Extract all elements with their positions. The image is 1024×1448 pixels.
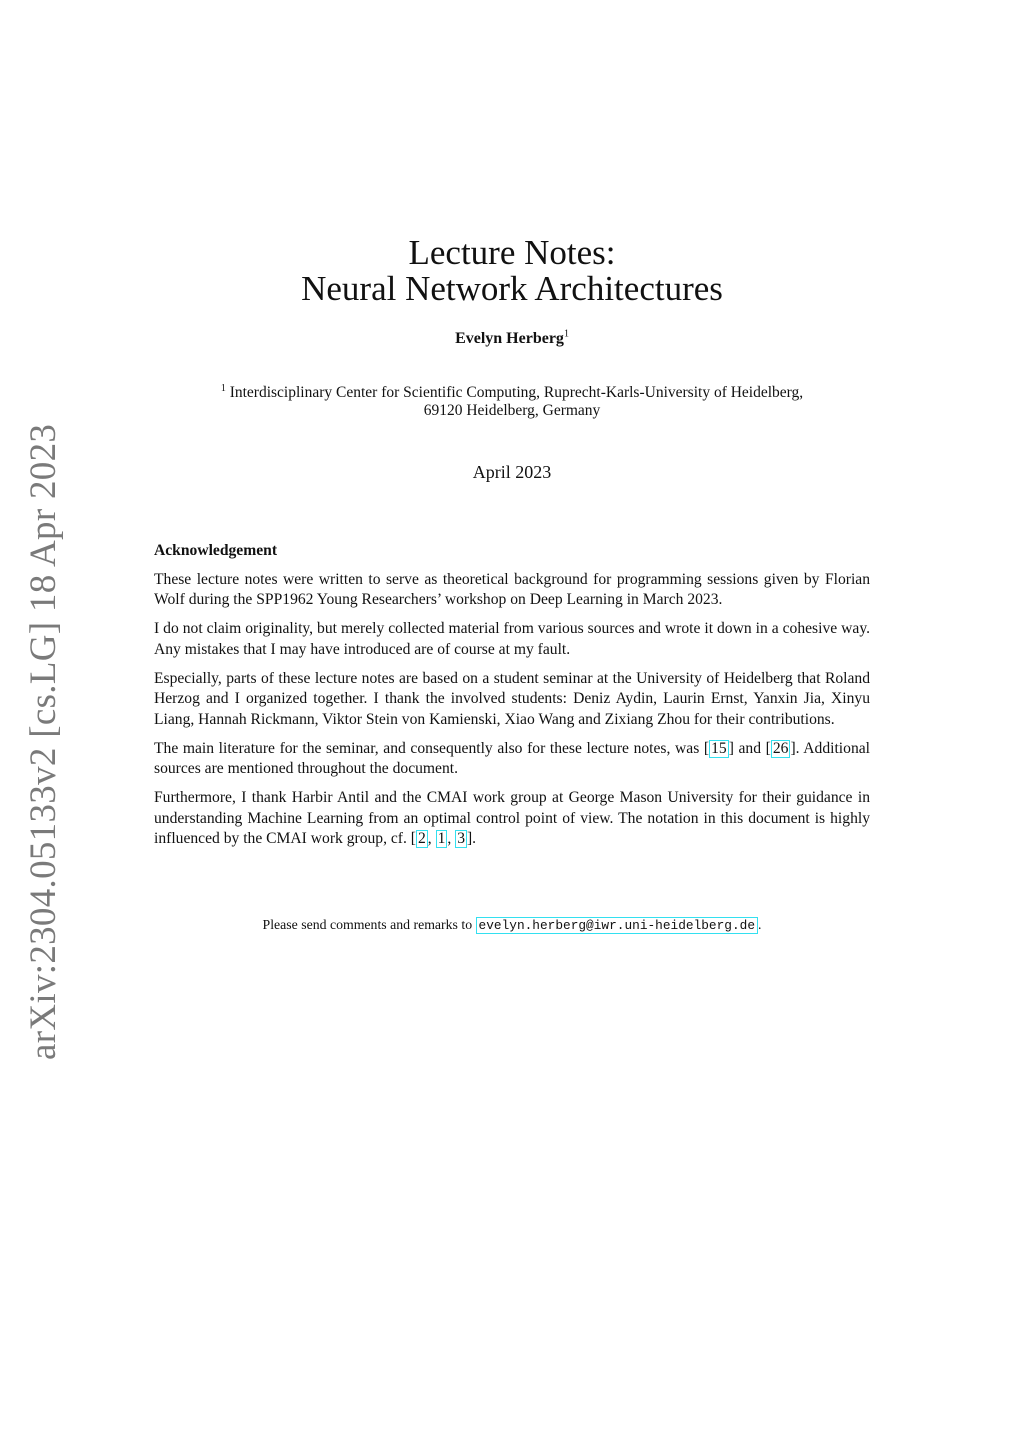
ack-paragraph-3: Especially, parts of these lecture notes are based on a student seminar at the University of Heidelberg that Roland Herzog and I organized together. I thank the involved students: Deniz Aydin, Laurin Ernst, Yanxin Jia, Xinyu Liang, Hannah Rickmann, Viktor Stein von Kamienski, Xiao Wang and Zixiang Zhou for their contributions. (154, 669, 870, 728)
ack-paragraph-1: These lecture notes were written to serve as theoretical background for programming sessions given by Florian Wolf during the SPP1962 Young Researchers’ workshop on Deep Learning in March 2023. (154, 570, 870, 608)
citation-link-26[interactable]: 26 (772, 739, 789, 757)
title-line-1: Lecture Notes: (408, 233, 616, 272)
ack-p5-sep-1: , (427, 830, 436, 847)
citation-link-15[interactable]: 15 (711, 739, 727, 757)
ack-p4-text-1: The main literature for the seminar, and consequently also for these lecture notes, was [ (154, 739, 710, 757)
affiliation-mark: 1 (220, 382, 226, 394)
contact-end: . (758, 917, 762, 932)
ack-p5-text-2: ]. (466, 830, 477, 847)
affiliation-line-2: 69120 Heidelberg, Germany (423, 402, 601, 419)
ack-p5-text-1: Furthermore, I thank Harbir Antil and the CMAI work group at George Mason University for their guidance in understanding Machine Learning from an optimal control point of view. The notation in this document is highly influenced by the CMAI work group, cf. [ (154, 789, 870, 847)
ack-paragraph-5 (154, 788, 870, 850)
acknowledgement-section (154, 541, 870, 858)
publication-date: April 2023 (472, 462, 552, 482)
author (0, 330, 1024, 348)
affiliation-line-1: Interdisciplinary Center for Scientific Computing, Ruprecht-Karls-University of Heidelberg, (229, 384, 804, 401)
title-line-2: Neural Network Architectures (301, 269, 723, 308)
author-name: Evelyn Herberg (455, 330, 564, 347)
contact-text: Please send comments and remarks to (262, 917, 476, 932)
acknowledgement-heading: Acknowledgement (154, 542, 278, 559)
ack-paragraph-4 (154, 739, 870, 780)
citation-link-1[interactable]: 1 (437, 830, 446, 847)
ack-p5-sep-2: , (447, 830, 456, 847)
contact-line (0, 917, 1024, 933)
arxiv-identifier-stamp: arXiv:2304.05133v2 [cs.LG] 18 Apr 2023 (23, 423, 64, 1060)
email-link[interactable]: evelyn.herberg@iwr.uni-heidelberg.de (476, 917, 758, 934)
affiliation (150, 384, 874, 420)
citation-link-2[interactable]: 2 (418, 830, 426, 847)
ack-p4-text-2: ] and [ (728, 739, 771, 757)
ack-p4-text-3: ]. Additional sources are mentioned throughout the document. (154, 739, 870, 777)
citation-link-3[interactable]: 3 (457, 830, 465, 847)
ack-paragraph-2: I do not claim originality, but merely collected material from various sources and wrote it down in a cohesive way. Any mistakes that I may have introduced are of course at my fault. (154, 620, 870, 658)
paper-title (0, 235, 1024, 307)
author-affiliation-mark: 1 (563, 328, 569, 340)
